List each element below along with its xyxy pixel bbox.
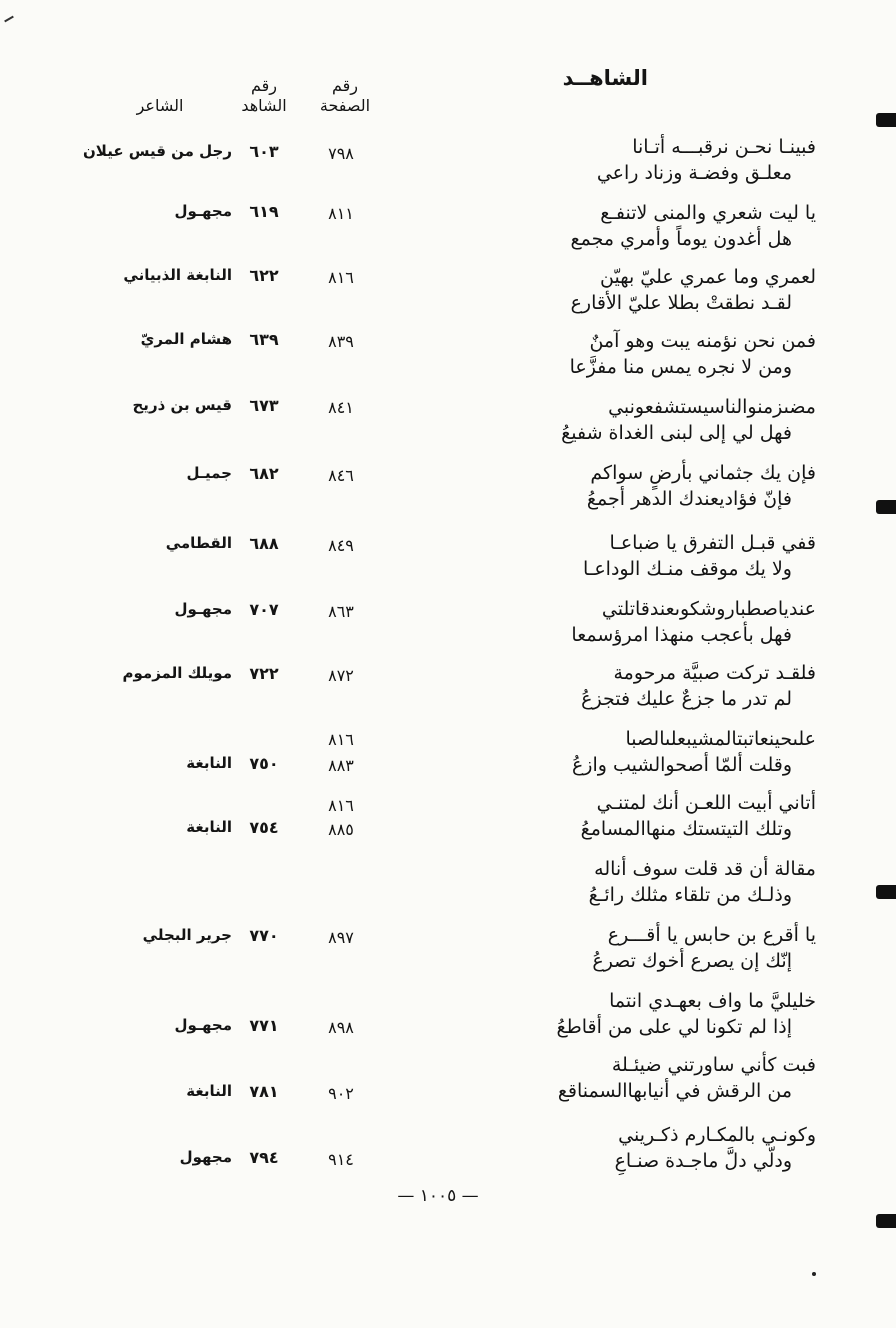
- verse-second-hemistich: إذا لم تكونا لي على من أقاطعُ: [556, 1016, 792, 1038]
- verse-first-hemistich: مضىزمنوالناسيستشفعونبي: [608, 396, 816, 418]
- verse-second-hemistich: ومن لا نجره يمس منا مفزَّعا: [569, 356, 792, 378]
- verse-first-hemistich: عندياصطباروشكوىعندقاتلتي: [601, 598, 816, 620]
- verse-first-hemistich: فبت كأني ساورتني ضيئـلة: [611, 1054, 816, 1076]
- verse-first-hemistich: فمن نحن نؤمنه يبت وهو آمنٌ: [589, 330, 816, 352]
- page-number: ٨٤٦: [328, 466, 354, 485]
- verse-first-hemistich: أتاني أبيت اللعـن أنك لمتنـي: [596, 792, 816, 814]
- poet-name: مجهـول: [174, 600, 232, 618]
- page-number: ٨٧٢: [328, 666, 354, 685]
- header-number-label-2: الشاهد: [241, 96, 287, 115]
- speck-mark: [812, 1272, 816, 1276]
- verse-second-hemistich: معلـق وفضـة وزناد راعي: [596, 162, 792, 184]
- verse-first-hemistich: يا ليت شعري والمنى لاتنفـع: [600, 202, 816, 224]
- poet-name: مجهـول: [174, 202, 232, 220]
- poet-name: النابغة: [186, 754, 232, 772]
- page-number: ٨١١: [328, 204, 354, 223]
- witness-number: ٧٨١: [249, 1082, 279, 1101]
- verse-second-hemistich: وقلت ألمّا أصحوالشيب وازعُ: [571, 754, 792, 776]
- verse-second-hemistich: لم تدر ما جزعٌ عليك فتجزعُ: [581, 688, 792, 710]
- witness-number: ٦١٩: [249, 202, 279, 221]
- edge-mark: [876, 1214, 896, 1228]
- poet-name: قيس بن ذريح: [132, 396, 232, 414]
- witness-number: ٦٨٨: [249, 534, 279, 553]
- page-number: ٨٩٧: [328, 928, 354, 947]
- header-page-column: [312, 76, 378, 116]
- footer-page-number: — ١٠٠٥ —: [397, 1186, 479, 1206]
- verse-first-hemistich: وكونـي بالمكـارم ذكـريني: [618, 1124, 816, 1146]
- verse-second-hemistich: فإنّ فؤاديعندك الدهر أجمعُ: [586, 488, 792, 510]
- edge-mark: [876, 500, 896, 514]
- verse-first-hemistich: مقالة أن قد قلت سوف أناله: [594, 858, 816, 880]
- header-page-label-2: الصفحة: [319, 96, 371, 115]
- corner-mark: [4, 16, 14, 23]
- verse-second-hemistich: هل أغدون يوماً وأمري مجمع: [570, 228, 792, 250]
- page-number: ٨٤٩: [328, 536, 354, 555]
- verse-first-hemistich: فبينـا نحـن نرقبـــه أتـانا: [632, 136, 816, 158]
- page-number: ٧٩٨: [328, 144, 354, 163]
- header-title: الشاهــد: [562, 66, 648, 90]
- verse-second-hemistich: لقـد نطقتْ بطلا عليّ الأقارع: [570, 292, 792, 314]
- poet-name: مجهول: [179, 1148, 232, 1166]
- page-number: ٨٩٨: [328, 1018, 354, 1037]
- verse-first-hemistich: علىحينعاتبتالمشيبعلىالصبا: [625, 728, 816, 750]
- verse-first-hemistich: قفي قبـل التفرق يا ضباعـا: [609, 532, 816, 554]
- poet-name: مجهـول: [174, 1016, 232, 1034]
- page-number: ٨٣٩: [328, 332, 354, 351]
- witness-number: ٧٥٠: [249, 754, 279, 773]
- verse-second-hemistich: إنّك إن يصرع أخوك تصرعُ: [592, 950, 792, 972]
- edge-mark: [876, 113, 896, 127]
- page-number: ٩٠٢: [328, 1084, 354, 1103]
- verse-first-hemistich: فلقـد تركت صبيَّة مرحومة: [613, 662, 816, 684]
- edge-mark: [876, 885, 896, 899]
- poet-name: هشام المريّ: [140, 330, 232, 348]
- header-number-column: [232, 76, 296, 116]
- poet-name: رجل من قيس عيلان: [83, 142, 232, 160]
- witness-number: ٦٧٣: [249, 396, 279, 415]
- verse-first-hemistich: لعمري وما عمري عليّ بهيّن: [600, 266, 816, 288]
- poet-name: مويلك المزموم: [122, 664, 232, 682]
- page-number: ٨٤١: [328, 398, 354, 417]
- verse-first-hemistich: فإن يك جثماني بأرضٍ سواكم: [590, 462, 816, 484]
- header-page-label-1: رقم: [331, 76, 359, 95]
- header-poet-label: الشاعر: [136, 96, 184, 115]
- verse-second-hemistich: وتلك التيتستك منهاالمسامعُ: [580, 818, 792, 840]
- verse-second-hemistich: وذلـك من تلقاء مثلك رائـعُ: [588, 884, 792, 906]
- page-number: ٩١٤: [328, 1150, 354, 1169]
- verse-first-hemistich: خليليَّ ما واف بعهـدي انتما: [609, 990, 816, 1012]
- verse-second-hemistich: ودلّي دلَّ ماجـدة صنـاعِ: [614, 1150, 792, 1172]
- verse-second-hemistich: فهل بأعجب منهذا امرؤسمعا: [571, 624, 792, 646]
- witness-number: ٦٣٩: [249, 330, 279, 349]
- poet-name: جميـل: [186, 464, 232, 482]
- witness-number: ٦٠٣: [249, 142, 279, 161]
- witness-number: ٦٢٢: [249, 266, 279, 285]
- witness-number: ٦٨٢: [249, 464, 279, 483]
- page-number-first: ٨١٦: [328, 796, 354, 815]
- page-number-second: ٨٨٥: [328, 820, 354, 839]
- witness-number: ٧٢٢: [249, 664, 279, 683]
- witness-number: ٧٠٧: [249, 600, 279, 619]
- poet-name: جرير البجلي: [142, 926, 232, 944]
- poet-name: النابغة: [186, 818, 232, 836]
- witness-number: ٧٧١: [249, 1016, 279, 1035]
- poet-name: النابغة: [186, 1082, 232, 1100]
- verse-second-hemistich: ولا يك موقف منـك الوداعـا: [582, 558, 792, 580]
- page-number-second: ٨٨٣: [328, 756, 354, 775]
- page-number-first: ٨١٦: [328, 730, 354, 749]
- page-number: ٨١٦: [328, 268, 354, 287]
- header-number-label-1: رقم: [250, 76, 278, 95]
- verse-second-hemistich: فهل لي إلى لبنى الغداة شفيعُ: [561, 422, 792, 444]
- poet-name: النابغة الذبياني: [123, 266, 232, 284]
- poet-name: القطامي: [165, 534, 232, 552]
- verse-second-hemistich: من الرقش في أنيابهاالسمناقع: [557, 1080, 792, 1102]
- verse-first-hemistich: يا أقرع بن حابس يا أقـــرع: [607, 924, 816, 946]
- witness-number: ٧٧٠: [249, 926, 279, 945]
- witness-number: ٧٥٤: [249, 818, 279, 837]
- witness-number: ٧٩٤: [249, 1148, 279, 1167]
- page-number: ٨٦٣: [328, 602, 354, 621]
